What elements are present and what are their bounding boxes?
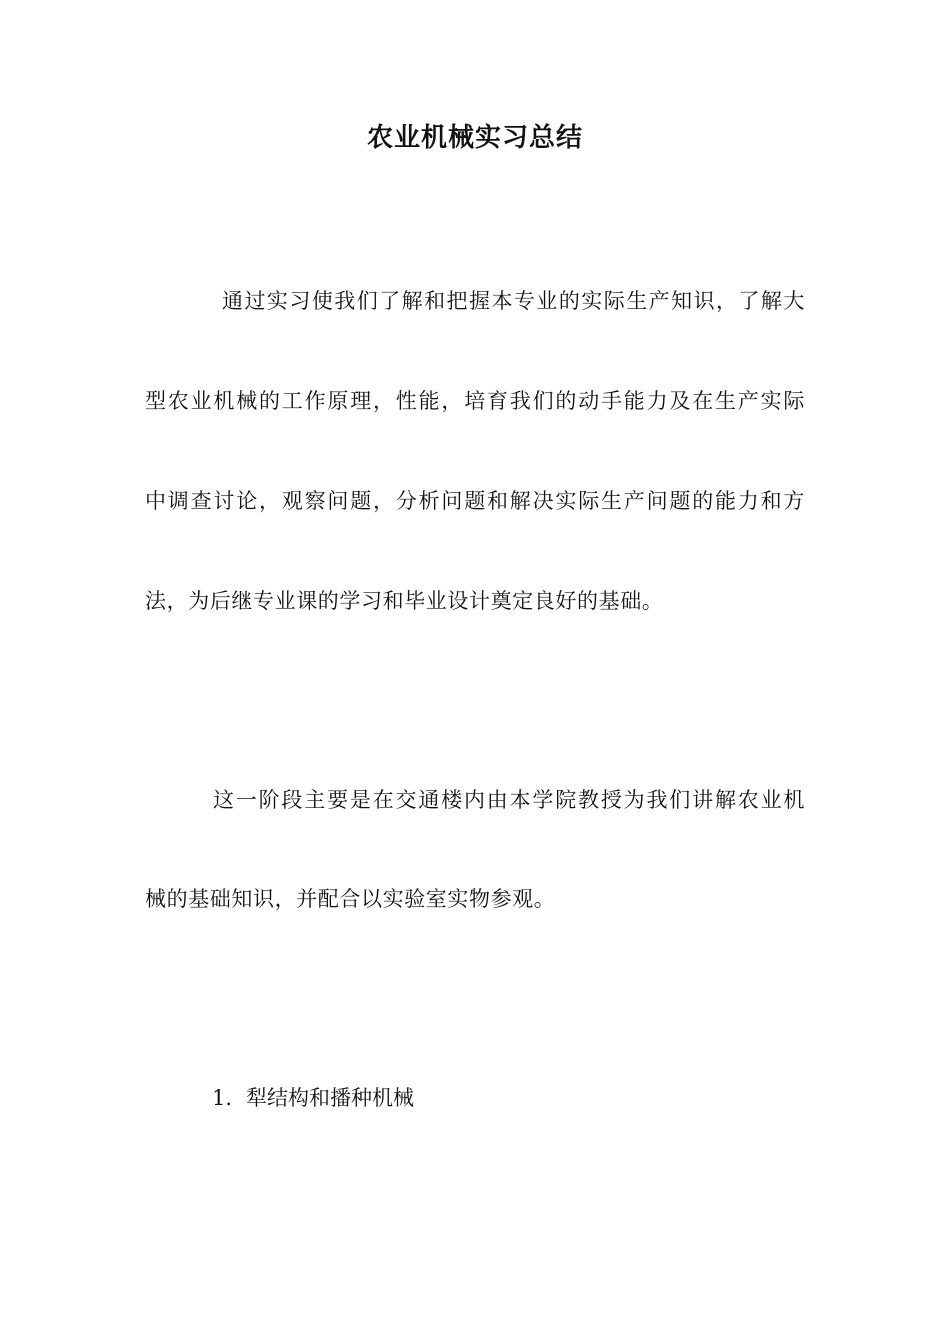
list-item xyxy=(212,1083,414,1113)
list-item-text: 犁结构和播种机械 xyxy=(246,1086,415,1110)
paragraph-2-line-1: 这一阶段主要是在交通楼内由本学院教授为我们讲解农业机 xyxy=(213,788,805,812)
list-item-number: 1. xyxy=(212,1086,233,1110)
paragraph-2-line-2: 械的基础知识，并配合以实验室实物参观。 xyxy=(145,887,556,911)
paragraph-1-line-4: 法，为后继专业课的学习和毕业设计奠定良好的基础。 xyxy=(145,589,664,613)
paragraph-1-line-1: 通过实习使我们了解和把握本专业的实际生产知识，了解大 xyxy=(222,289,805,313)
document-title: 农业机械实习总结 xyxy=(366,123,583,153)
paragraph-1-line-2: 型农业机械的工作原理，性能，培育我们的动手能力及在生产实际 xyxy=(145,389,805,413)
paragraph-1-line-3: 中调查讨论，观察问题，分析问题和解决实际生产问题的能力和方 xyxy=(145,489,805,513)
